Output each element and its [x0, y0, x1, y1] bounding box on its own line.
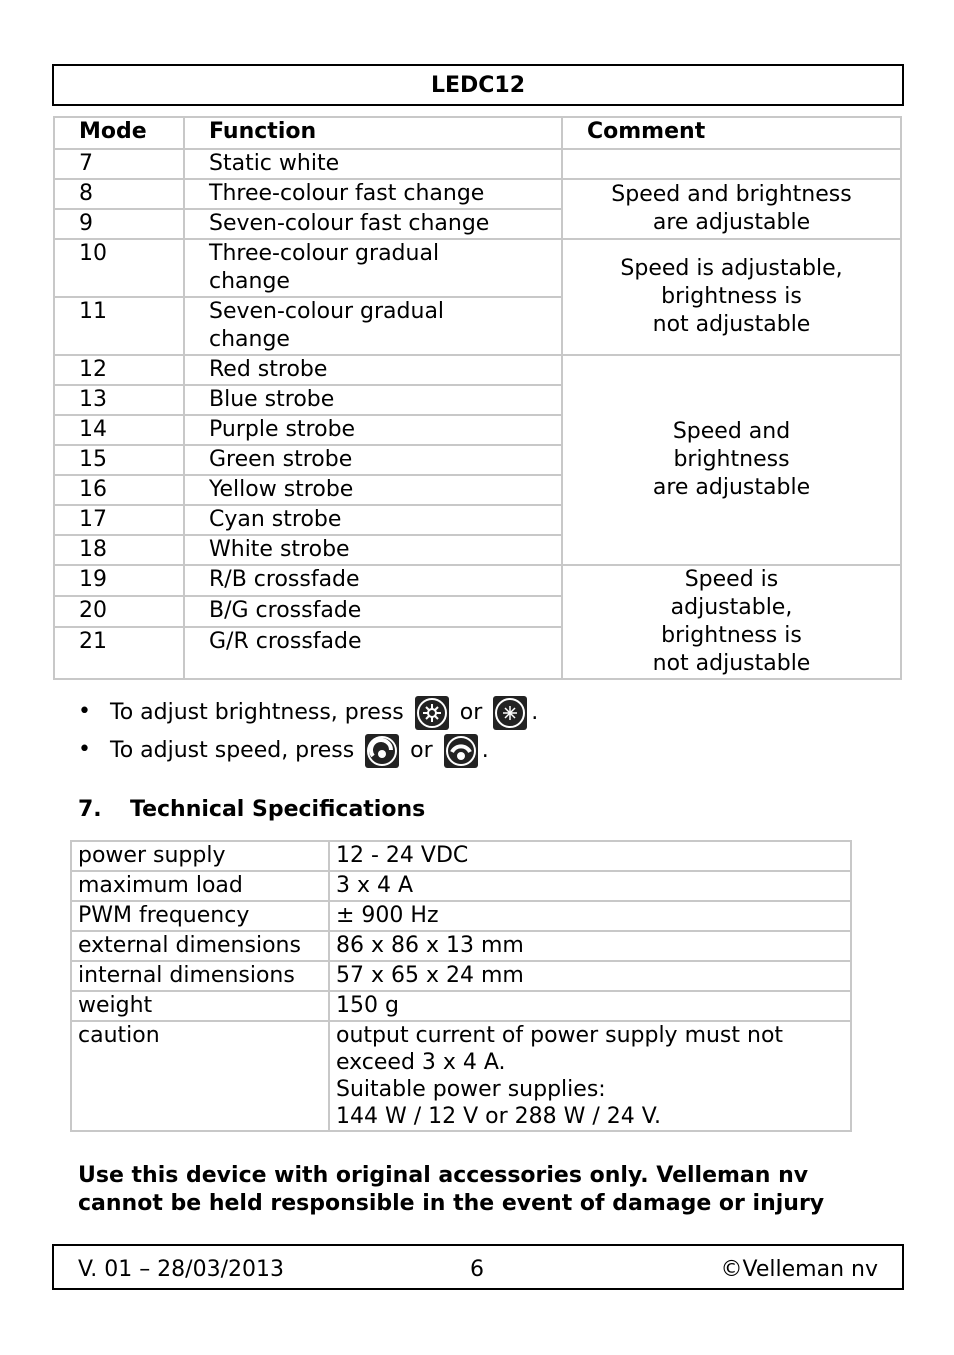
or-text: or — [459, 700, 483, 725]
comment-cell — [562, 355, 901, 565]
or-text: or — [410, 738, 433, 763]
function-cell: B/G crossfade — [184, 596, 562, 627]
comment-line: not adjustable — [652, 651, 811, 676]
section-number: 7. — [78, 797, 102, 822]
function-cell: Static white — [184, 149, 562, 179]
speed-instruction-text: To adjust speed, press — [110, 738, 355, 763]
comment-line: brightness — [673, 447, 790, 472]
mode-cell: 12 — [54, 355, 184, 385]
function-cell: Purple strobe — [184, 415, 562, 445]
spec-key: power supply — [71, 841, 329, 871]
footer-copyright: ©Velleman nv — [720, 1257, 878, 1282]
mode-cell: 10 — [54, 239, 184, 297]
comment-line: Speed and brightness — [611, 182, 852, 207]
table-row — [54, 149, 901, 179]
comment-line: not adjustable — [652, 312, 811, 337]
comment-line: adjustable, — [670, 595, 793, 620]
warning-line: cannot be held responsible in the event of damage or injury — [78, 1191, 825, 1216]
function-cell: Green strobe — [184, 445, 562, 475]
caution-line: exceed 3 x 4 A. — [336, 1050, 506, 1075]
function-cell: Three-colour fast change — [184, 179, 562, 209]
function-cell: Three-colour gradual change — [184, 239, 562, 297]
caution-line: Suitable power supplies: — [336, 1077, 606, 1102]
comment-line: brightness is — [661, 623, 802, 648]
table-row — [71, 931, 851, 961]
page-footer — [52, 1244, 904, 1290]
table-row — [71, 961, 851, 991]
period: . — [531, 700, 539, 725]
spec-key: weight — [71, 991, 329, 1021]
mode-cell: 18 — [54, 535, 184, 565]
spec-value: 57 x 65 x 24 mm — [329, 961, 851, 991]
function-cell: Cyan strobe — [184, 505, 562, 535]
comment-cell — [562, 565, 901, 679]
spec-key: maximum load — [71, 871, 329, 901]
spec-key: caution — [71, 1021, 329, 1131]
mode-cell: 15 — [54, 445, 184, 475]
table-row — [71, 901, 851, 931]
bullet-dot: • — [78, 699, 91, 724]
spec-value: ± 900 Hz — [329, 901, 851, 931]
modes-table — [53, 116, 902, 680]
warning-note — [78, 1162, 878, 1218]
spec-value: 12 - 24 VDC — [329, 841, 851, 871]
comment-line: are adjustable — [652, 210, 811, 235]
comment-line: are adjustable — [652, 475, 811, 500]
spec-key: PWM frequency — [71, 901, 329, 931]
mode-cell: 9 — [54, 209, 184, 239]
instructions-list — [78, 696, 538, 772]
column-header-comment: Comment — [562, 117, 901, 149]
table-row — [71, 1021, 851, 1131]
caution-line: output current of power supply must not — [336, 1023, 784, 1048]
table-row — [71, 841, 851, 871]
table-row — [54, 355, 901, 385]
table-row — [54, 239, 901, 297]
comment-line: brightness is — [661, 284, 802, 309]
caution-line: 144 W / 12 V or 288 W / 24 V. — [336, 1104, 661, 1129]
column-header-mode: Mode — [54, 117, 184, 149]
function-cell: Blue strobe — [184, 385, 562, 415]
function-cell: White strobe — [184, 535, 562, 565]
spec-key: external dimensions — [71, 931, 329, 961]
spec-value: 86 x 86 x 13 mm — [329, 931, 851, 961]
column-header-function: Function — [184, 117, 562, 149]
mode-cell: 7 — [54, 149, 184, 179]
brightness-instruction-text: To adjust brightness, press — [110, 700, 404, 725]
mode-cell: 13 — [54, 385, 184, 415]
speed-up-icon — [365, 734, 399, 768]
comment-line: Speed and — [672, 419, 791, 444]
period: . — [481, 738, 489, 763]
comment-line: Speed is adjustable, — [620, 256, 843, 281]
brightness-up-icon — [415, 696, 449, 730]
list-item — [78, 734, 538, 772]
mode-cell: 19 — [54, 565, 184, 596]
mode-cell: 11 — [54, 297, 184, 355]
mode-cell: 21 — [54, 627, 184, 679]
spec-value — [329, 1021, 851, 1131]
table-row — [54, 565, 901, 596]
section-heading — [78, 797, 425, 822]
brightness-down-icon — [493, 696, 527, 730]
mode-cell: 17 — [54, 505, 184, 535]
table-row — [71, 991, 851, 1021]
comment-cell-empty — [562, 149, 901, 179]
spec-key: internal dimensions — [71, 961, 329, 991]
mode-cell: 20 — [54, 596, 184, 627]
table-row — [54, 179, 901, 209]
footer-version: V. 01 – 28/03/2013 — [78, 1257, 284, 1282]
table-header-row — [54, 117, 901, 149]
comment-cell — [562, 179, 901, 239]
function-cell: G/R crossfade — [184, 627, 562, 679]
comment-cell — [562, 239, 901, 355]
spec-value: 150 g — [329, 991, 851, 1021]
mode-cell: 16 — [54, 475, 184, 505]
bullet-dot: • — [78, 737, 91, 762]
function-cell: Seven-colour fast change — [184, 209, 562, 239]
comment-line: Speed is — [684, 567, 779, 592]
section-title: Technical Specifications — [130, 797, 426, 822]
page-number: 6 — [470, 1257, 484, 1282]
speed-down-icon — [444, 734, 478, 768]
function-cell: Red strobe — [184, 355, 562, 385]
document-title: LEDC12 — [52, 64, 904, 106]
function-cell: R/B crossfade — [184, 565, 562, 596]
function-cell: Seven-colour gradual change — [184, 297, 562, 355]
warning-line: Use this device with original accessories only. Velleman nv — [78, 1163, 809, 1188]
table-row — [71, 871, 851, 901]
mode-cell: 14 — [54, 415, 184, 445]
function-cell: Yellow strobe — [184, 475, 562, 505]
specs-table — [70, 840, 852, 1132]
list-item — [78, 696, 538, 734]
spec-value: 3 x 4 A — [329, 871, 851, 901]
mode-cell: 8 — [54, 179, 184, 209]
